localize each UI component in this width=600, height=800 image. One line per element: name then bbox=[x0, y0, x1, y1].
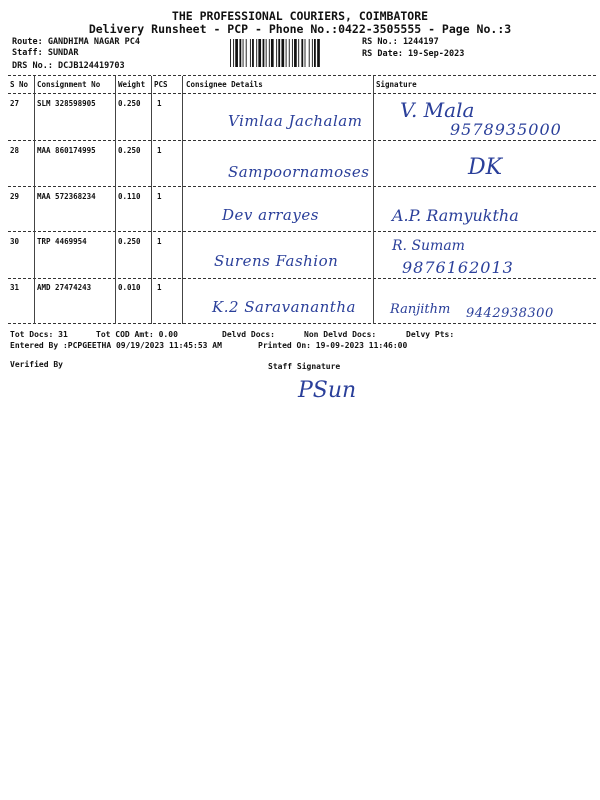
row-weight: 0.250 bbox=[118, 146, 141, 155]
rs-number: RS No.: 1244197 bbox=[362, 37, 439, 47]
row-sno: 28 bbox=[10, 146, 20, 155]
delivered-docs: Delvd Docs: bbox=[222, 330, 275, 339]
row-consignment: SLM 328598905 bbox=[37, 99, 96, 108]
barcode-bar bbox=[309, 39, 310, 67]
handwritten-signature: DK bbox=[468, 155, 503, 180]
barcode-bar bbox=[286, 39, 287, 67]
verified-by-label: Verified By bbox=[10, 360, 63, 369]
column-divider bbox=[115, 76, 116, 324]
barcode-bar bbox=[258, 39, 261, 67]
barcode-bar bbox=[269, 39, 270, 67]
staff-label: Staff: SUNDAR bbox=[12, 48, 79, 58]
row-consignment: MAA 860174995 bbox=[37, 146, 96, 155]
handwritten-consignee: Dev arrayes bbox=[222, 206, 319, 224]
barcode-bar bbox=[271, 39, 274, 67]
barcode-bar bbox=[243, 39, 244, 67]
handwritten-consignee: Surens Fashion bbox=[214, 252, 339, 270]
company-title: THE PROFESSIONAL COURIERS, COIMBATORE bbox=[171, 9, 429, 23]
table-bottom-rule bbox=[8, 323, 596, 324]
row-consignment: MAA 572368234 bbox=[37, 192, 96, 201]
barcode-bar bbox=[312, 39, 313, 67]
row-consignment: TRP 4469954 bbox=[37, 237, 87, 246]
barcode-bar bbox=[292, 39, 293, 67]
row-rule bbox=[8, 278, 596, 279]
total-cod-amount: Tot COD Amt: 0.00 bbox=[96, 330, 178, 339]
column-divider bbox=[34, 76, 35, 324]
drs-number: DRS No.: DCJB124419703 bbox=[12, 61, 125, 71]
row-rule bbox=[8, 140, 596, 141]
barcode-bar bbox=[230, 39, 231, 67]
entered-by: Entered By :PCPGEETHA 09/19/2023 11:45:53 AM bbox=[10, 341, 222, 350]
route-label: Route: GANDHIMA NAGAR PC4 bbox=[12, 37, 140, 47]
row-rule bbox=[8, 231, 596, 232]
barcode-bar bbox=[317, 39, 320, 67]
runsheet-subtitle: Delivery Runsheet - PCP - Phone No.:0422-3505555 - Page No.:3 bbox=[88, 22, 512, 36]
column-divider bbox=[373, 76, 374, 324]
column-header-weight: Weight bbox=[118, 80, 146, 89]
barcode-bar bbox=[289, 39, 290, 67]
row-pcs: 1 bbox=[157, 283, 162, 292]
column-header-consignment: Consignment No bbox=[37, 80, 101, 89]
handwritten-signature: A.P. Ramyuktha bbox=[392, 206, 519, 225]
row-pcs: 1 bbox=[157, 192, 162, 201]
barcode-bar bbox=[281, 39, 284, 67]
row-weight: 0.010 bbox=[118, 283, 141, 292]
column-divider bbox=[182, 76, 183, 324]
row-pcs: 1 bbox=[157, 146, 162, 155]
staff-signature-label: Staff Signature bbox=[268, 362, 341, 371]
row-pcs: 1 bbox=[157, 237, 162, 246]
column-header-consignee: Consignee Details bbox=[186, 80, 263, 89]
barcode-bar bbox=[294, 39, 297, 67]
barcode-bar bbox=[276, 39, 277, 67]
barcode-bar bbox=[298, 39, 299, 67]
row-sno: 27 bbox=[10, 99, 20, 108]
row-weight: 0.110 bbox=[118, 192, 141, 201]
header-bottom-rule bbox=[8, 93, 596, 94]
barcode-bar bbox=[235, 39, 238, 67]
barcode-bar bbox=[250, 39, 251, 67]
delivery-points: Delvy Pts: bbox=[406, 330, 455, 339]
barcode-bar bbox=[266, 39, 267, 67]
barcode-bar bbox=[233, 39, 234, 67]
barcode-bar bbox=[256, 39, 257, 67]
barcode-bar bbox=[305, 39, 306, 67]
row-sno: 30 bbox=[10, 237, 20, 246]
row-rule bbox=[8, 186, 596, 187]
handwritten-consignee: K.2 Saravanantha bbox=[212, 298, 356, 316]
handwritten-signature: Ranjithm bbox=[390, 302, 451, 317]
column-header-signature: Signature bbox=[376, 80, 417, 89]
barcode-bar bbox=[246, 39, 247, 67]
handwritten-consignee: Sampoornamoses bbox=[228, 163, 370, 181]
barcode-bar bbox=[252, 39, 254, 67]
column-header-sno: S No bbox=[10, 80, 29, 89]
row-sno: 31 bbox=[10, 283, 20, 292]
row-weight: 0.250 bbox=[118, 99, 141, 108]
barcode-bar bbox=[263, 39, 265, 67]
barcode-bar bbox=[278, 39, 280, 67]
row-weight: 0.250 bbox=[118, 237, 141, 246]
non-delivered-docs: Non Delvd Docs: bbox=[304, 330, 377, 339]
handwritten-consignee: Vimlaa Jachalam bbox=[228, 112, 363, 130]
total-docs: Tot Docs: 31 bbox=[10, 330, 68, 339]
handwritten-signature: V. Mala bbox=[400, 98, 475, 122]
row-pcs: 1 bbox=[157, 99, 162, 108]
column-divider bbox=[151, 76, 152, 324]
rs-date: RS Date: 19-Sep-2023 bbox=[362, 49, 465, 59]
barcode-image bbox=[230, 39, 360, 67]
handwritten-signature: R. Sumam bbox=[392, 238, 465, 254]
barcode-bar bbox=[314, 39, 316, 67]
handwritten-phone: 9442938300 bbox=[466, 306, 554, 321]
handwritten-phone: 9876162013 bbox=[402, 258, 514, 277]
barcode-bar bbox=[239, 39, 241, 67]
staff-signature-handwritten: PSun bbox=[298, 378, 357, 403]
row-sno: 29 bbox=[10, 192, 20, 201]
column-header-pcs: PCS bbox=[154, 80, 168, 89]
barcode-bar bbox=[301, 39, 303, 67]
row-consignment: AMD 27474243 bbox=[37, 283, 92, 292]
printed-on: Printed On: 19-09-2023 11:46:00 bbox=[258, 341, 408, 350]
handwritten-phone: 9578935000 bbox=[450, 120, 562, 139]
table-top-rule bbox=[8, 75, 596, 76]
